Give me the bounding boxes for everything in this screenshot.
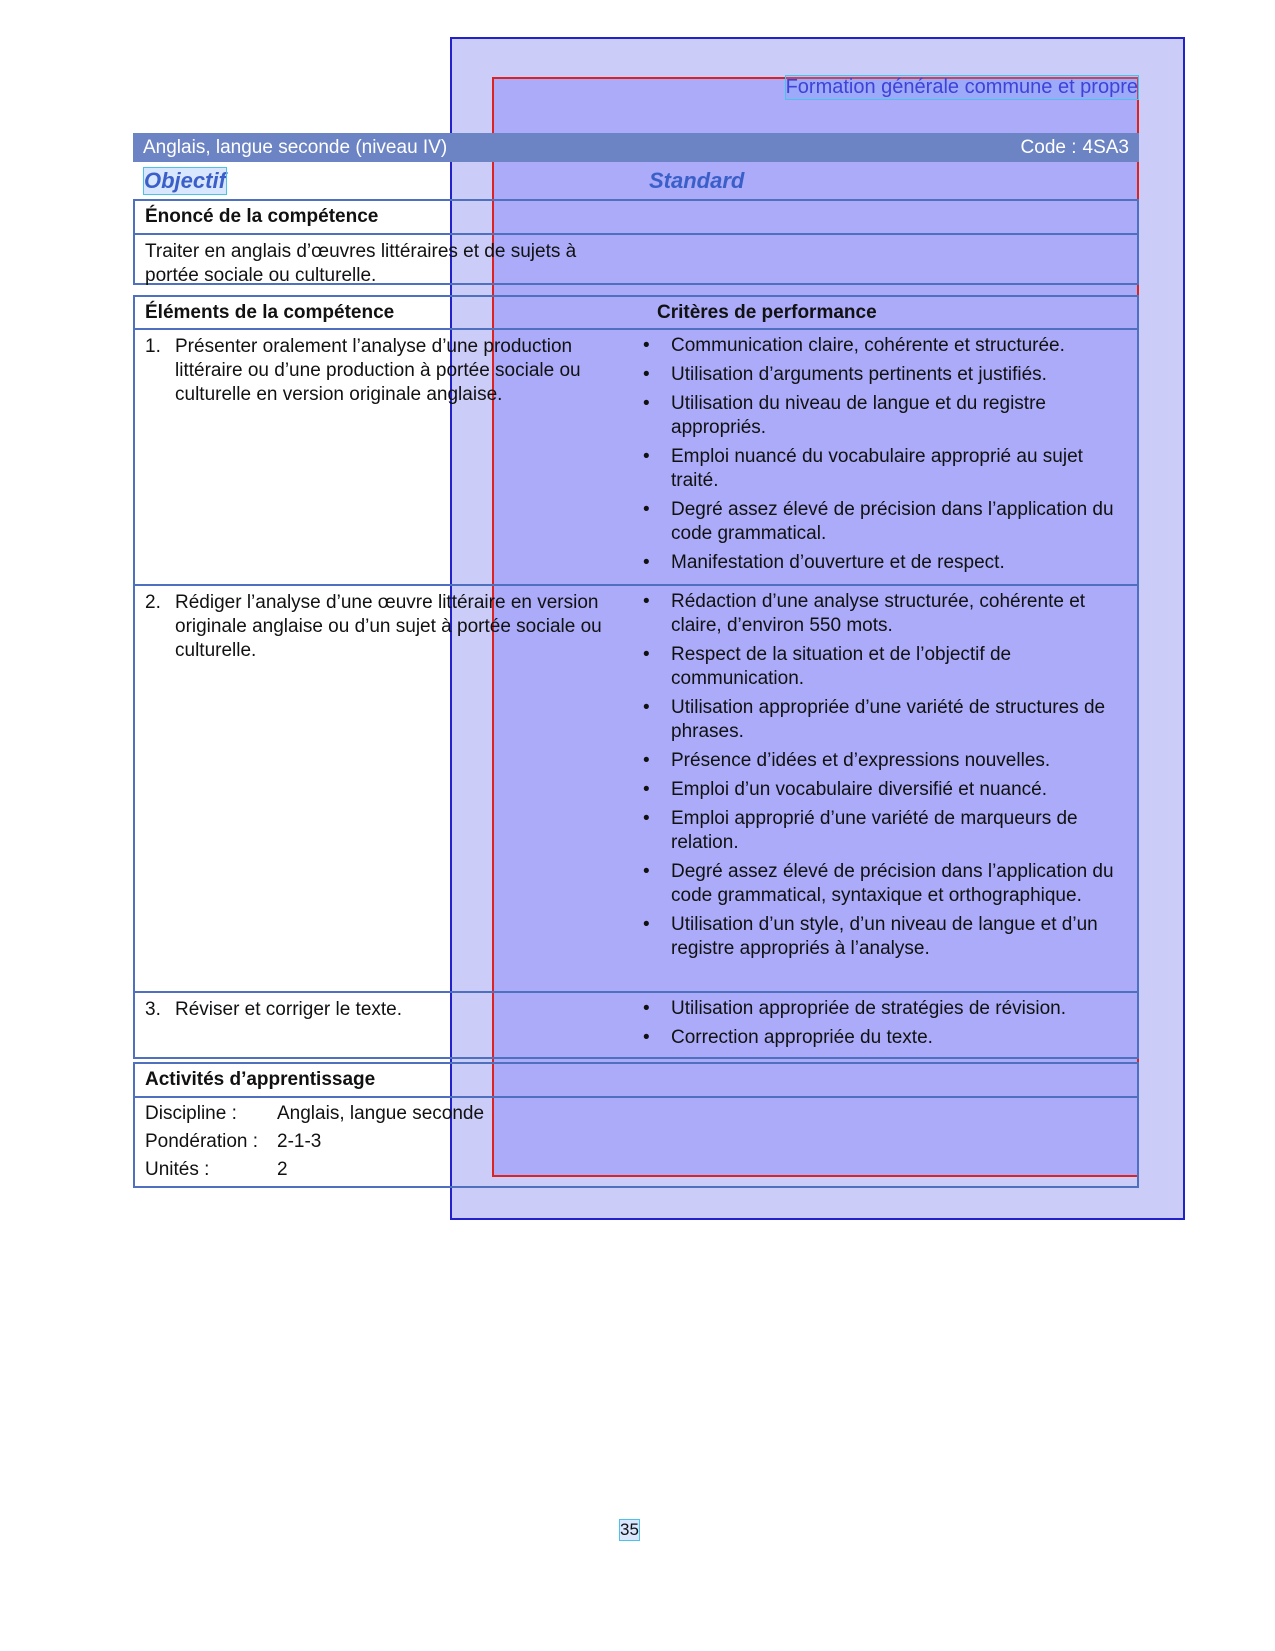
criterion-item: • Emploi approprié d’une variété de marqueurs de relation. <box>643 808 1078 853</box>
elements-heading: Éléments de la compétence <box>145 301 395 323</box>
bullet-icon: • <box>643 552 650 573</box>
criteria-list <box>635 586 1137 991</box>
bullet-icon: • <box>643 364 650 385</box>
bullet-icon: • <box>643 393 650 414</box>
element-row-3 <box>135 993 1137 1059</box>
enonce-box <box>133 199 1139 285</box>
criterion-item: • Correction appropriée du texte. <box>643 1027 933 1048</box>
bullet-icon: • <box>643 1027 650 1048</box>
discipline-label: Discipline : <box>145 1103 237 1124</box>
bullet-icon: • <box>643 750 650 771</box>
elements-table <box>133 295 1139 1059</box>
element-row-2 <box>135 586 1137 993</box>
bullet-icon: • <box>643 697 650 718</box>
ponderation-value: 2-1-3 <box>277 1131 322 1152</box>
criterion-item: • Utilisation appropriée de stratégies de révision. <box>643 998 1066 1019</box>
criterion-item: • Emploi d’un vocabulaire diversifié et nuancé. <box>643 779 1047 800</box>
element-number: 3. <box>145 999 161 1020</box>
criteria-heading: Critères de performance <box>657 301 877 323</box>
bullet-icon: • <box>643 861 650 882</box>
objective-label: Objectif <box>144 168 226 193</box>
discipline-value: Anglais, langue seconde <box>277 1103 485 1124</box>
element-number: 2. <box>145 592 161 613</box>
criteria-list <box>635 993 1137 1059</box>
unites-line <box>135 1156 1137 1184</box>
bullet-icon: • <box>643 446 650 467</box>
course-title: Anglais, langue seconde (niveau IV) <box>143 136 448 158</box>
criterion-item: • Degré assez élevé de précision dans l’application du code grammatical. <box>643 499 1114 544</box>
bullet-icon: • <box>643 998 650 1019</box>
code-label: Code : <box>1020 136 1077 158</box>
bullet-icon: • <box>643 779 650 800</box>
criterion-item: • Communication claire, cohérente et structurée. <box>643 335 1065 356</box>
criterion-item: • Utilisation appropriée d’une variété de structures de phrases. <box>643 697 1106 742</box>
element-number: 1. <box>145 336 161 357</box>
course-title-bar <box>133 133 1139 162</box>
bullet-icon: • <box>643 914 650 935</box>
criterion-item: • Présence d’idées et d’expressions nouvelles. <box>643 750 1051 771</box>
bullet-icon: • <box>643 499 650 520</box>
criterion-item: • Respect de la situation et de l’objectif de communication. <box>643 644 1012 689</box>
enonce-text: Traiter en anglais d’œuvres littéraires et de sujets à portée sociale ou culturelle. <box>145 241 577 286</box>
standard-label: Standard <box>649 168 745 193</box>
element-text: Réviser et corriger le texte. <box>175 999 403 1020</box>
unites-label: Unités : <box>145 1159 210 1180</box>
criterion-item: • Manifestation d’ouverture et de respect. <box>643 552 1005 573</box>
section-header: Formation générale commune et propre <box>785 76 1138 98</box>
unites-value: 2 <box>277 1159 288 1180</box>
criterion-item: • Utilisation d’arguments pertinents et justifiés. <box>643 364 1047 385</box>
criterion-item: • Utilisation du niveau de langue et du registre appropriés. <box>643 393 1046 438</box>
bullet-icon: • <box>643 591 650 612</box>
ponderation-label: Pondération : <box>145 1131 259 1152</box>
bullet-icon: • <box>643 808 650 829</box>
ponderation-line <box>135 1128 1137 1156</box>
elements-header-row <box>135 297 1137 330</box>
criterion-item: • Rédaction d’une analyse structurée, cohérente et claire, d’environ 550 mots. <box>643 591 1086 636</box>
bullet-icon: • <box>643 644 650 665</box>
element-text: Rédiger l’analyse d’une œuvre littéraire en version originale anglaise ou d’un sujet à portée sociale ou culturelle. <box>175 592 602 661</box>
activities-heading: Activités d’apprentissage <box>135 1064 1137 1098</box>
page-number: 35 <box>620 1520 639 1539</box>
activities-box <box>133 1062 1139 1188</box>
criterion-item: • Degré assez élevé de précision dans l’application du code grammatical, syntaxique et orthographique. <box>643 861 1114 906</box>
enonce-heading: Énoncé de la compétence <box>135 201 1137 235</box>
criteria-list <box>635 330 1137 584</box>
bullet-icon: • <box>643 335 650 356</box>
element-row-1 <box>135 330 1137 586</box>
course-code <box>1021 137 1129 159</box>
criterion-item: • Emploi nuancé du vocabulaire approprié au sujet traité. <box>643 446 1083 491</box>
discipline-line <box>135 1100 1137 1128</box>
code-value: 4SA3 <box>1082 136 1129 158</box>
criterion-item: • Utilisation d’un style, d’un niveau de langue et d’un registre appropriés à l’analyse. <box>643 914 1098 959</box>
element-text: Présenter oralement l’analyse d’une production littéraire ou d’une production à portée sociale ou culturelle en version originale anglaise. <box>175 336 581 405</box>
